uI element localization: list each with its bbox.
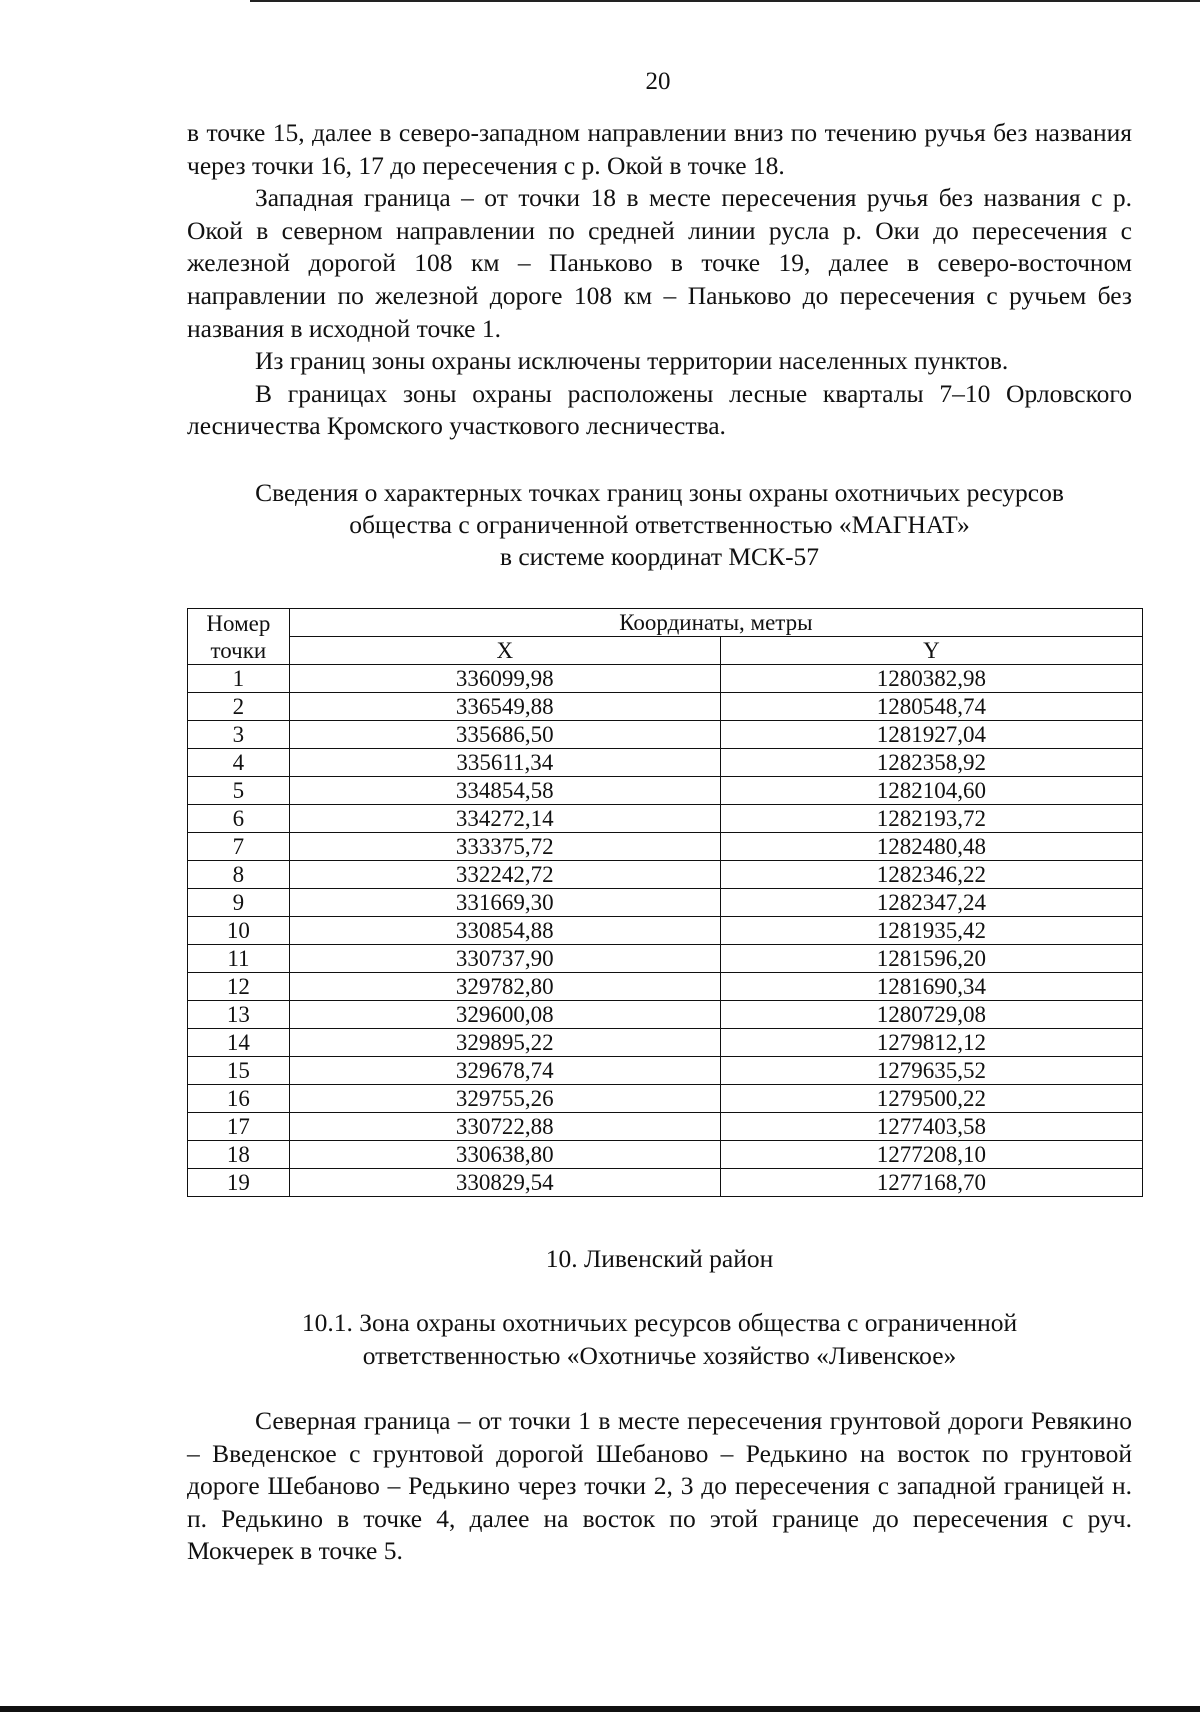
cell-x: 329600,08 [289,1001,720,1029]
coordinates-table [187,608,1143,1197]
subsection-title-line-1: 10.1. Зона охраны охотничьих ресурсов общества с ограниченной [301,1308,1018,1337]
cell-y: 1281935,42 [720,917,1142,945]
cell-x: 332242,72 [289,861,720,889]
cell-point-number: 9 [188,889,290,917]
table-row [188,749,1143,777]
cell-point-number: 12 [188,973,290,1001]
cell-y: 1279635,52 [720,1057,1142,1085]
cell-y: 1277403,58 [720,1113,1142,1141]
cell-point-number: 10 [188,917,290,945]
cell-y: 1282346,22 [720,861,1142,889]
cell-x: 335611,34 [289,749,720,777]
table-row [188,861,1143,889]
cell-x: 330638,80 [289,1141,720,1169]
cell-y: 1282347,24 [720,889,1142,917]
header-coordinates: Координаты, метры [289,609,1142,637]
cell-point-number: 11 [188,945,290,973]
cell-x: 329678,74 [289,1057,720,1085]
table-row [188,917,1143,945]
table-row [188,1029,1143,1057]
cell-x: 330737,90 [289,945,720,973]
cell-x: 334854,58 [289,777,720,805]
section-title: 10. Ливенский район [545,1244,774,1273]
cell-x: 329782,80 [289,973,720,1001]
body-text-top [187,117,1132,443]
paragraph-continuation: в точке 15, далее в северо-западном направлении вниз по течению ручья без названия через точки 16, 17 до пересечения с р. Окой в точке 18. [187,118,1132,180]
table-row [188,665,1143,693]
header-x: X [289,637,720,665]
table-heading [187,477,1132,573]
cell-y: 1282193,72 [720,805,1142,833]
cell-point-number: 8 [188,861,290,889]
cell-y: 1279500,22 [720,1085,1142,1113]
table-row [188,973,1143,1001]
table-header-row [188,609,1143,637]
header-y: Y [720,637,1142,665]
cell-x: 336549,88 [289,693,720,721]
paragraph-forest-quarters: В границах зоны охраны расположены лесные кварталы 7–10 Орловского лесничества Кромского участкового лесничества. [187,378,1132,441]
table-row [188,721,1143,749]
table-heading-line-1: Сведения о характерных точках границ зоны охраны охотничьих ресурсов [255,478,1064,507]
table-row [188,945,1143,973]
table-row [188,1141,1143,1169]
cell-point-number: 3 [188,721,290,749]
cell-y: 1277168,70 [720,1169,1142,1197]
cell-x: 335686,50 [289,721,720,749]
cell-x: 330854,88 [289,917,720,945]
cell-x: 334272,14 [289,805,720,833]
table-row [188,1085,1143,1113]
cell-y: 1280382,98 [720,665,1142,693]
cell-point-number: 13 [188,1001,290,1029]
cell-point-number: 1 [188,665,290,693]
cell-point-number: 5 [188,777,290,805]
cell-x: 329755,26 [289,1085,720,1113]
table-heading-line-2: общества с ограниченной ответственностью «МАГНАТ» [349,510,970,539]
cell-point-number: 18 [188,1141,290,1169]
table-row [188,1169,1143,1197]
cell-y: 1282480,48 [720,833,1142,861]
body-text-bottom [187,1405,1132,1568]
table-row [188,889,1143,917]
table-row [188,1057,1143,1085]
cell-x: 331669,30 [289,889,720,917]
header-point-number [188,609,290,665]
cell-y: 1282104,60 [720,777,1142,805]
paragraph-western-border: Западная граница – от точки 18 в месте пересечения ручья без названия с р. Окой в северном направлении по средней линии русла р. Оки до пересечения с железной дорогой 108 км – Паньково в точке 19, далее в северо-восточном направлении по железной дороге 108 км – Паньково до пересечения с ручьем без названия в исходной точке 1. [187,183,1132,343]
table-row [188,805,1143,833]
cell-y: 1282358,92 [720,749,1142,777]
cell-y: 1280729,08 [720,1001,1142,1029]
page-number: 20 [645,68,671,95]
cell-y: 1280548,74 [720,693,1142,721]
cell-x: 330722,88 [289,1113,720,1141]
cell-point-number: 15 [188,1057,290,1085]
cell-point-number: 17 [188,1113,290,1141]
table-body [188,665,1143,1197]
cell-y: 1281927,04 [720,721,1142,749]
table-heading-line-3: в системе координат МСК-57 [499,542,820,571]
cell-y: 1277208,10 [720,1141,1142,1169]
cell-x: 336099,98 [289,665,720,693]
cell-point-number: 4 [188,749,290,777]
table-subheader-row [188,637,1143,665]
cell-point-number: 19 [188,1169,290,1197]
table-row [188,1113,1143,1141]
paragraph-exclusions: Из границ зоны охраны исключены территории населенных пунктов. [255,346,1009,376]
header-point-number-line-1: Номер [206,610,271,636]
cell-point-number: 16 [188,1085,290,1113]
scan-edge-bottom [0,1706,1200,1712]
cell-point-number: 14 [188,1029,290,1057]
scan-edge-top [250,0,1200,2]
table-row [188,777,1143,805]
cell-point-number: 6 [188,805,290,833]
table-row [188,693,1143,721]
cell-y: 1279812,12 [720,1029,1142,1057]
cell-x: 333375,72 [289,833,720,861]
cell-y: 1281690,34 [720,973,1142,1001]
paragraph-northern-border: Северная граница – от точки 1 в месте пересечения грунтовой дороги Ревякино – Введенское с грунтовой дорогой Шебаново – Редькино на восток по грунтовой дороге Шебаново – Редькино через точки 2, 3 до пересечения с западной границей н. п. Редькино в точке 4, далее на восток по этой границе до пересечения с руч. Мокчерек в точке 5. [187,1406,1132,1566]
cell-point-number: 7 [188,833,290,861]
cell-x: 330829,54 [289,1169,720,1197]
cell-point-number: 2 [188,693,290,721]
subsection-title [187,1307,1132,1372]
table-row [188,833,1143,861]
cell-y: 1281596,20 [720,945,1142,973]
table-row [188,1001,1143,1029]
subsection-title-line-2: ответственностью «Охотничье хозяйство «Ливенское» [362,1340,957,1370]
header-point-number-line-2: точки [210,637,267,663]
cell-x: 329895,22 [289,1029,720,1057]
